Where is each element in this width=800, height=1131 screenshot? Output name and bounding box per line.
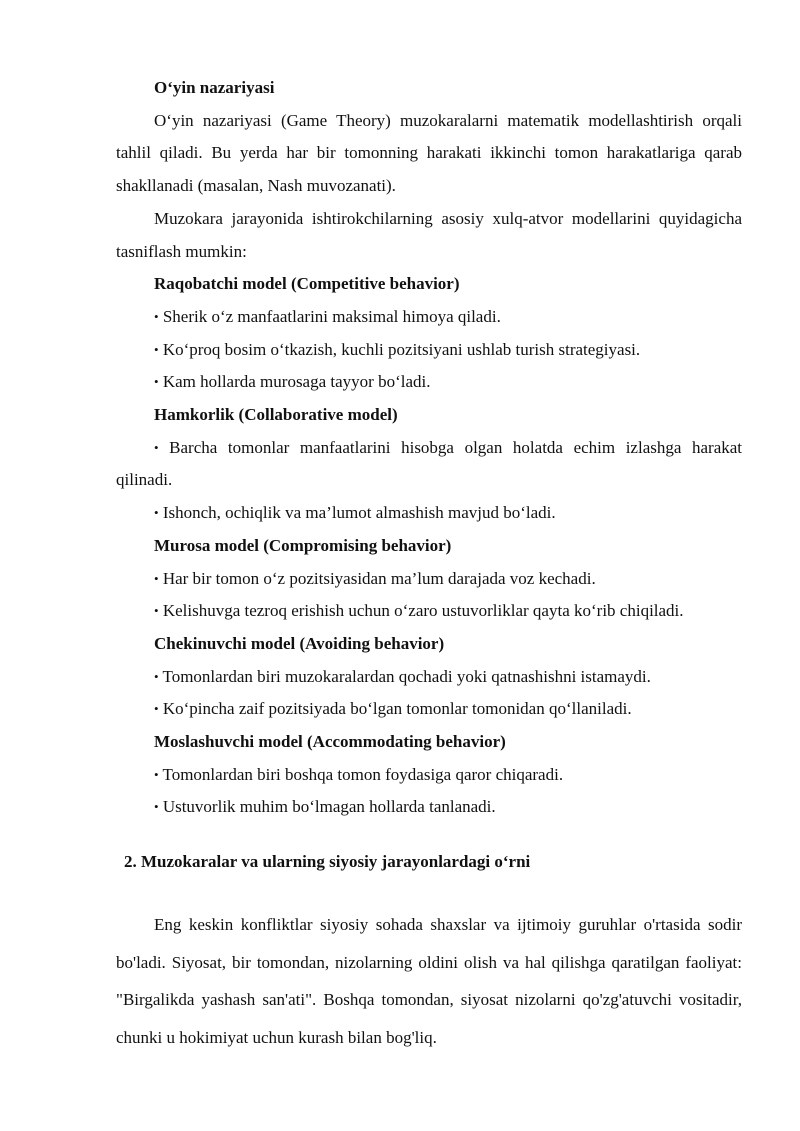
bullet-item: • Ishonch, ochiqlik va ma’lumot almashish mavjud bo‘ladi. [154, 503, 556, 523]
model-heading-accommodating: Moslashuvchi model (Accommodating behavior) [154, 732, 506, 752]
model-heading-compromising: Murosa model (Compromising behavior) [154, 535, 452, 555]
bullet-item: • Ko‘proq bosim o‘tkazish, kuchli pozitsiyani ushlab turish strategiyasi. [154, 339, 641, 359]
intro-paragraph-1: O‘yin nazariyasi (Game Theory) muzokaralarni matematik modellashtirish orqali tahlil qiladi. Bu yerda har bir tomonning harakati ikkinchi tomon harakatlariga qarab shakllanadi (masalan, Nash muvozanati). [116, 110, 742, 196]
model-heading-avoiding: Chekinuvchi model (Avoiding behavior) [154, 633, 445, 653]
bullet-item: • Ko‘pincha zaif pozitsiyada bo‘lgan tomonlar tomonidan qo‘llaniladi. [154, 699, 632, 719]
section-heading: 2. Muzokaralar va ularning siyosiy jarayonlardagi o‘rni [124, 852, 531, 872]
bullet-item: • Tomonlardan biri boshqa tomon foydasiga qaror chiqaradi. [154, 764, 564, 784]
bullet-item: • Ustuvorlik muhim bo‘lmagan hollarda tanlanadi. [154, 797, 496, 817]
bullet-item: • Barcha tomonlar manfaatlarini hisobga olgan holatda echim izlashga harakat qilinadi. [116, 437, 743, 490]
bullet-item: • Har bir tomon o‘z pozitsiyasidan ma’lum darajada voz kechadi. [154, 568, 596, 588]
section-paragraph: Eng keskin konfliktlar siyosiy sohada shaxslar va ijtimoiy guruhlar o'rtasida sodir bo'ladi. Siyosat, bir tomondan, nizolarning oldini olish va hal qilishga qaratilgan faoliyat: "Birgalikda yashash san'ati". Boshqa tomondan, siyosat nizolarni qo'zg'atuvchi vositadir, chunki u hokimiyat uchun kurash bilan bog'liq. [116, 915, 742, 1047]
bullet-item: • Tomonlardan biri muzokaralardan qochadi yoki qatnashishni istamaydi. [154, 666, 651, 686]
intro-paragraph-2: Muzokara jarayonida ishtirokchilarning asosiy xulq-atvor modellarini quyidagicha tasniflash mumkin: [116, 208, 742, 261]
model-heading-collaborative: Hamkorlik (Collaborative model) [154, 405, 398, 425]
subsection-title: O‘yin nazariyasi [154, 78, 275, 97]
bullet-item: • Sherik o‘z manfaatlarini maksimal himoya qiladi. [154, 306, 501, 326]
bullet-item: • Kam hollarda murosaga tayyor bo‘ladi. [154, 372, 431, 392]
model-heading-competitive: Raqobatchi model (Competitive behavior) [154, 274, 460, 294]
bullet-item: • Kelishuvga tezroq erishish uchun o‘zaro ustuvorliklar qayta ko‘rib chiqiladi. [154, 601, 684, 621]
